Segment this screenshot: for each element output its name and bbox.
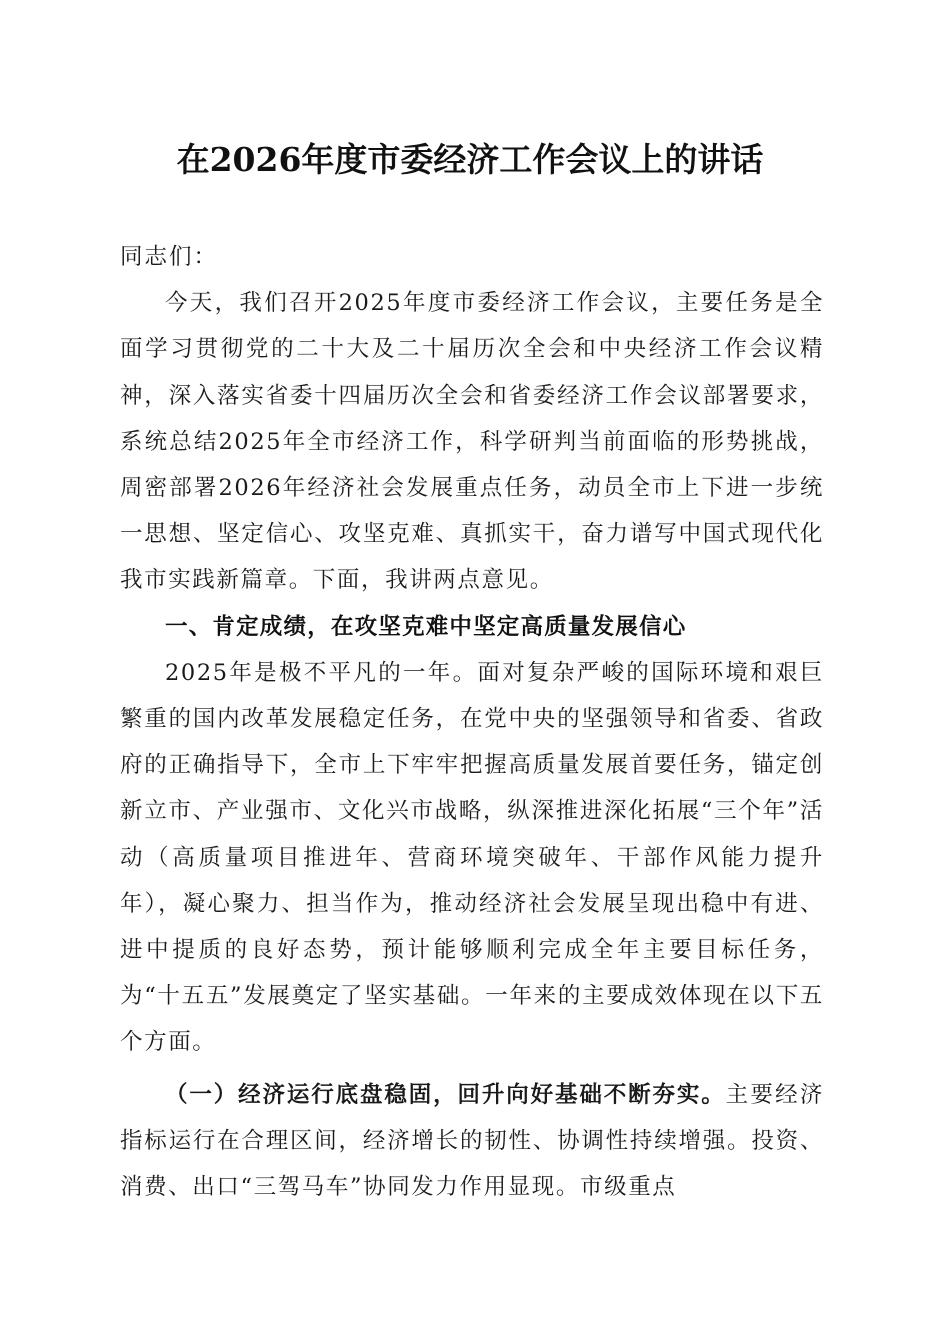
document-body bbox=[120, 234, 824, 1210]
subsection-heading-1: （一）经济运行底盘稳固，回升向好基础不断夯实。 bbox=[165, 1081, 726, 1108]
subsection-1-paragraph bbox=[120, 1072, 824, 1211]
opening-paragraph: 今天，我们召开2025年度市委经济工作会议，主要任务是全面学习贯彻党的二十大及二十届历次全会和中央经济工作会议精神，深入落实省委十四届历次全会和省委经济工作会议部署要求，系统总结2025年全市经济工作，科学研判当前面临的形势挑战，周密部署2026年经济社会发展重点任务，动员全市上下进一步统一思想、坚定信心、攻坚克难、真抓实干，奋力谱写中国式现代化我市实践新篇章。下面，我讲两点意见。 bbox=[120, 290, 824, 594]
section-1-paragraph: 2025年是极不平凡的一年。面对复杂严峻的国际环境和艰巨繁重的国内改革发展稳定任务，在党中央的坚强领导和省委、省政府的正确指导下，全市上下牢牢把握高质量发展首要任务，锚定创新立市、产业强市、文化兴市战略，纵深推进深化拓展“三个年”活动（高质量项目推进年、营商环境突破年、干部作风能力提升年），凝心聚力、担当作为，推动经济社会发展呈现出稳中有进、进中提质的良好态势，预计能够顺利完成全年主要目标任务，为“十五五”发展奠定了坚实基础。一年来的主要成效体现在以下五个方面。 bbox=[120, 659, 824, 1056]
subsection-1-text: 主要经济指标运行在合理区间，经济增长的韧性、协调性持续增强。投资、消费、出口“三驾马车”协同发力作用显现。市级重点 bbox=[120, 1081, 824, 1201]
document-title: 在2026年度市委经济工作会议上的讲话 bbox=[176, 140, 764, 179]
section-heading-1: 一、肯定成绩，在攻坚克难中坚定高质量发展信心 bbox=[165, 613, 687, 640]
salutation: 同志们： bbox=[120, 244, 219, 270]
